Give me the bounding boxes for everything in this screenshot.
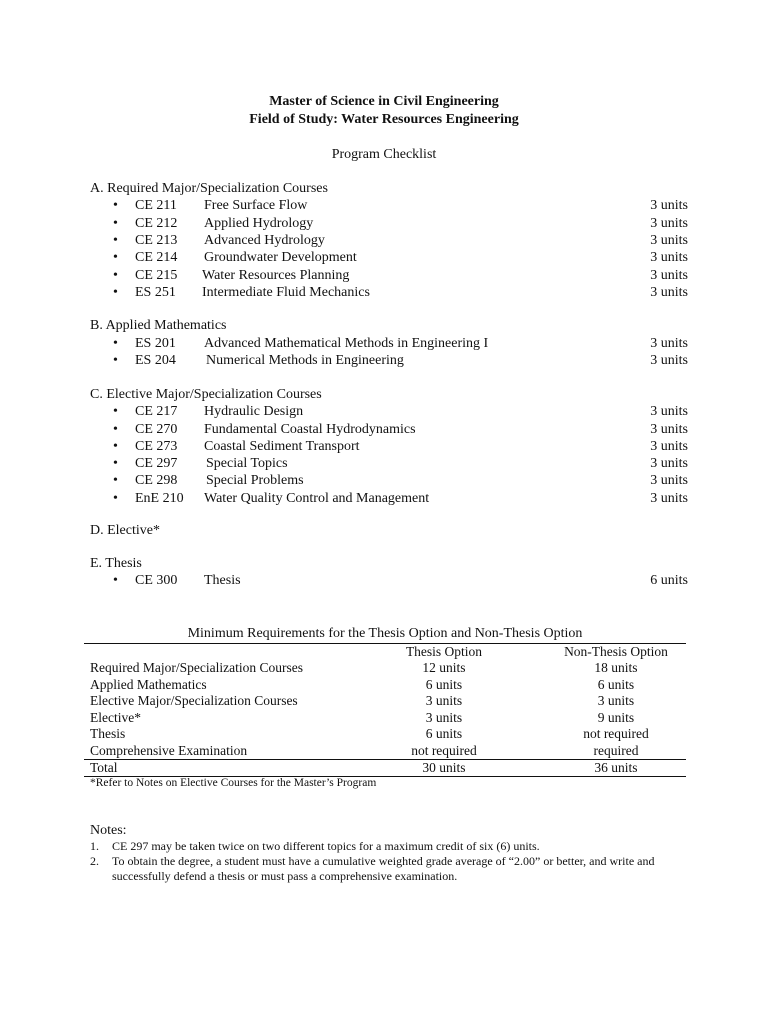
course-name: Water Quality Control and Management [204,491,430,506]
course-row [0,422,768,439]
bullet-icon: • [113,336,118,351]
course-code: CE 213 [135,233,178,248]
table-cell: 6 units [425,677,463,692]
table-row [84,743,686,759]
course-units: 3 units [650,439,688,454]
course-units: 3 units [650,336,688,351]
table-cell: 12 units [422,660,466,675]
course-units: 3 units [650,404,688,419]
course-code: CE 215 [135,268,178,283]
course-name: Free Surface Flow [204,198,308,213]
course-code: CE 212 [135,216,178,231]
course-name: Numerical Methods in Engineering [206,353,404,368]
section-heading: D. Elective* [90,523,160,538]
course-name: Advanced Hydrology [204,233,325,248]
bullet-icon: • [113,285,118,300]
table-cell: Total [90,760,118,775]
course-name: Fundamental Coastal Hydrodynamics [204,422,416,437]
course-row [0,404,768,421]
table-header-row [84,644,686,660]
course-units: 3 units [650,198,688,213]
table-row [84,693,686,709]
bullet-icon: • [113,422,118,437]
course-units: 3 units [650,491,688,506]
course-row [0,198,768,215]
table-cell: Elective* [90,710,141,725]
course-name: Water Resources Planning [202,268,350,283]
course-units: 3 units [650,285,688,300]
table-row [84,660,686,676]
section-heading: C. Elective Major/Specialization Courses [90,387,322,402]
table-cell: Thesis [90,726,126,741]
course-row [0,336,768,353]
course-row [0,456,768,473]
course-code: CE 217 [135,404,178,419]
table-cell: not required [411,743,477,758]
table-cell: 3 units [425,710,463,725]
course-row [0,491,768,508]
section-heading: A. Required Major/Specialization Courses [90,181,328,196]
course-row [0,473,768,490]
course-row [0,250,768,267]
table-header-cell: Non-Thesis Option [564,644,668,659]
bullet-icon: • [113,491,118,506]
course-row [0,573,768,590]
table-cell: not required [583,726,649,741]
course-units: 3 units [650,250,688,265]
table-cell: 6 units [597,677,635,692]
table-cell: 9 units [597,710,635,725]
course-row [0,233,768,250]
course-code: CE 270 [135,422,178,437]
bullet-icon: • [113,268,118,283]
course-code: CE 214 [135,250,178,265]
note-item [90,839,690,854]
course-name: Intermediate Fluid Mechanics [202,285,370,300]
table-row [84,726,686,742]
note-text: To obtain the degree, a student must have a cumulative weighted grade average of “2.00” or better, and write and successfully defend a thesis or must pass a comprehensive examination. [112,854,655,883]
course-row [0,439,768,456]
bullet-icon: • [113,250,118,265]
document-title: Master of Science in Civil Engineering [269,94,499,109]
course-code: CE 297 [135,456,178,471]
bullet-icon: • [113,439,118,454]
course-units: 3 units [650,216,688,231]
checklist-subtitle: Program Checklist [331,147,437,162]
course-code: CE 211 [135,198,177,213]
table-cell: required [593,743,639,758]
table-footnote: *Refer to Notes on Elective Courses for the Master’s Program [90,777,377,789]
table-cell: Applied Mathematics [90,677,207,692]
course-name: Groundwater Development [204,250,357,265]
table-cell: Required Major/Specialization Courses [90,660,303,675]
table-total-row [84,760,686,776]
course-row [0,268,768,285]
requirements-table-title: Minimum Requirements for the Thesis Option and Non-Thesis Option [187,626,583,641]
course-units: 3 units [650,473,688,488]
course-units: 6 units [650,573,688,588]
notes-heading: Notes: [90,823,127,838]
course-units: 3 units [650,422,688,437]
course-code: ES 201 [135,336,176,351]
table-cell: 18 units [594,660,638,675]
course-name: Coastal Sediment Transport [204,439,360,454]
table-cell: 36 units [594,760,638,775]
bullet-icon: • [113,456,118,471]
table-row [84,677,686,693]
course-code: ES 251 [135,285,176,300]
course-code: CE 298 [135,473,178,488]
note-item [90,854,690,884]
course-code: ES 204 [135,353,176,368]
course-code: CE 273 [135,439,178,454]
course-row [0,285,768,302]
course-units: 3 units [650,353,688,368]
course-row [0,353,768,370]
course-name: Hydraulic Design [204,404,304,419]
course-name: Applied Hydrology [204,216,314,231]
section-heading: B. Applied Mathematics [90,318,227,333]
course-name: Special Topics [206,456,288,471]
course-units: 3 units [650,268,688,283]
table-cell: 6 units [425,726,463,741]
field-of-study: Field of Study: Water Resources Engineering [249,112,519,127]
bullet-icon: • [113,233,118,248]
course-name: Special Problems [206,473,304,488]
table-cell: 30 units [422,760,466,775]
table-cell: Elective Major/Specialization Courses [90,693,298,708]
note-number: 1. [90,839,99,853]
bullet-icon: • [113,216,118,231]
bullet-icon: • [113,573,118,588]
table-cell: 3 units [597,693,635,708]
course-units: 3 units [650,233,688,248]
course-name: Thesis [204,573,241,588]
bullet-icon: • [113,198,118,213]
bullet-icon: • [113,473,118,488]
table-cell: 3 units [425,693,463,708]
course-units: 3 units [650,456,688,471]
course-code: EnE 210 [135,491,184,506]
note-number: 2. [90,854,99,868]
course-name: Advanced Mathematical Methods in Engineering I [204,336,489,351]
table-cell: Comprehensive Examination [90,743,248,758]
course-code: CE 300 [135,573,178,588]
bullet-icon: • [113,353,118,368]
bullet-icon: • [113,404,118,419]
course-row [0,216,768,233]
section-heading: E. Thesis [90,556,142,571]
note-text: CE 297 may be taken twice on two different topics for a maximum credit of six (6) units. [112,839,540,853]
table-row [84,710,686,726]
table-header-cell: Thesis Option [405,644,483,659]
